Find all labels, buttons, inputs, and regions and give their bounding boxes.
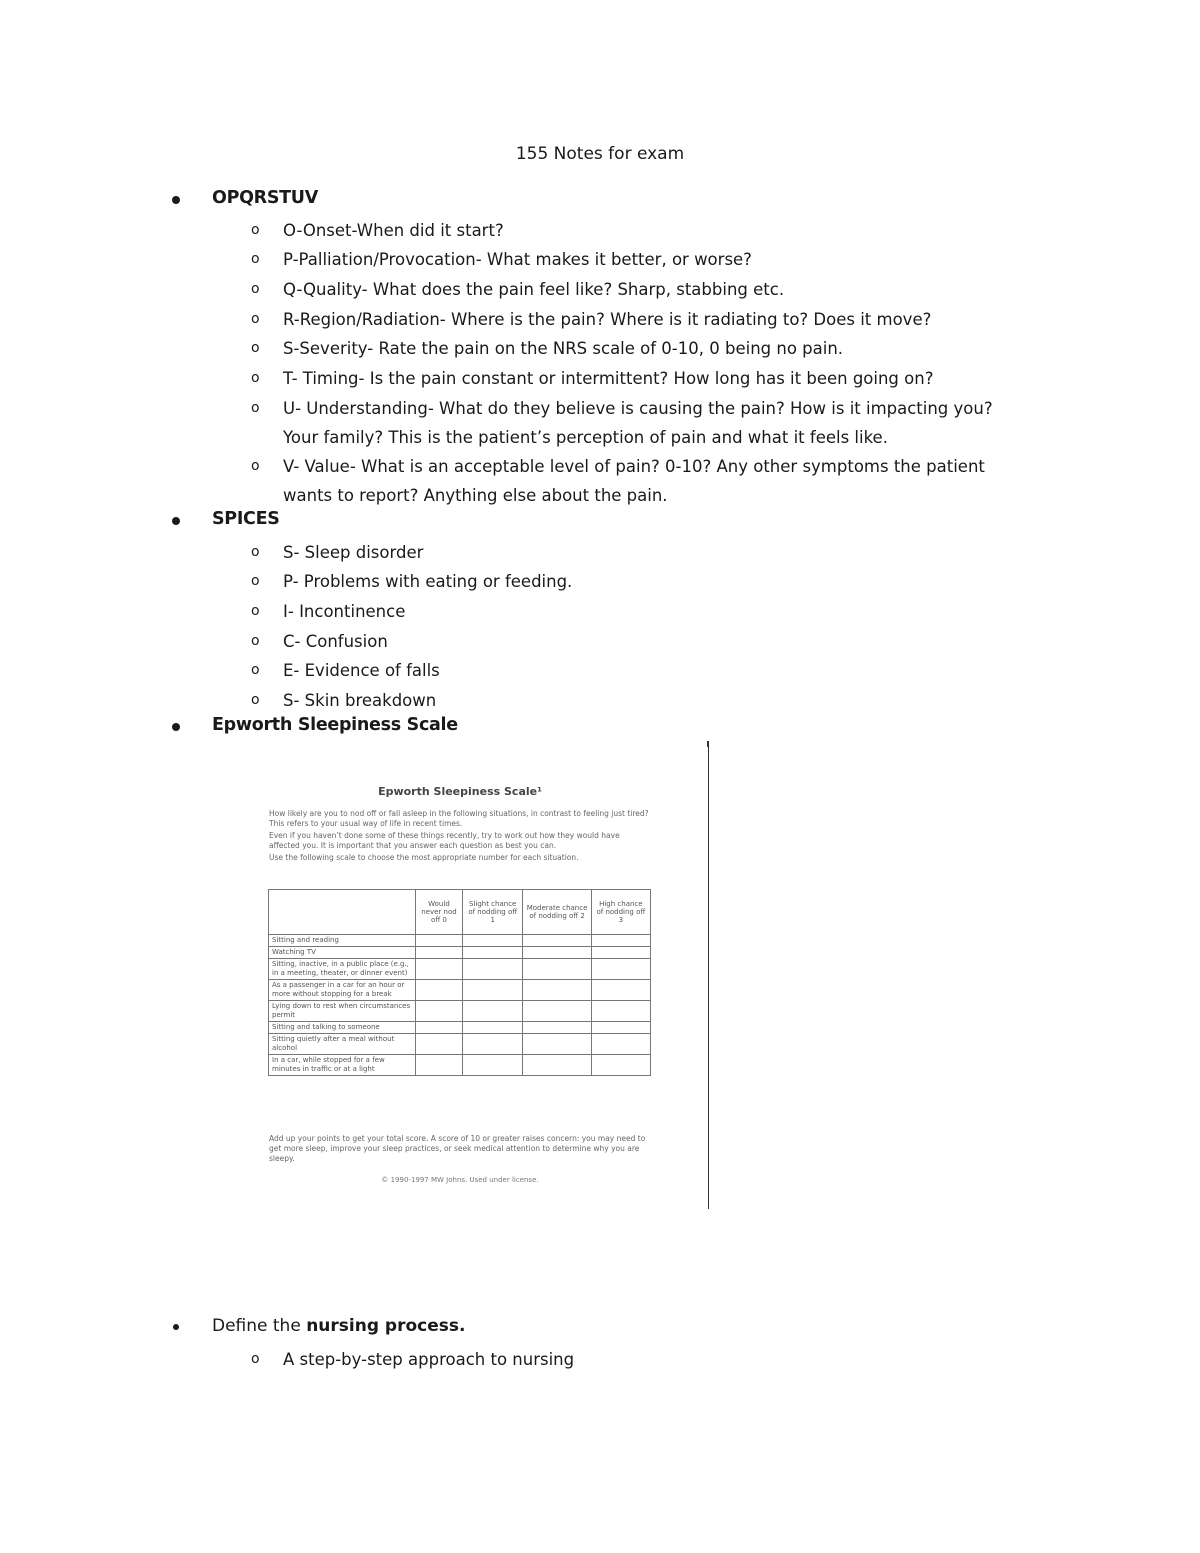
sub-bullet-icon: o bbox=[251, 251, 260, 267]
heading-suffix: . bbox=[459, 1316, 466, 1336]
table-header-blank bbox=[269, 890, 416, 935]
table-header: High chance of nodding off 3 bbox=[591, 890, 650, 935]
list-item-text: I- Incontinence bbox=[283, 602, 406, 621]
scale-copyright: © 1990-1997 MW Johns. Used under license. bbox=[381, 1176, 539, 1184]
list-item-text: P- Problems with eating or feeding. bbox=[283, 572, 573, 591]
sub-bullet-icon: o bbox=[251, 222, 260, 238]
list-item-text: E- Evidence of falls bbox=[283, 661, 440, 680]
list-item-text: U- Understanding- What do they believe is causing the pain? How is it impacting you? bbox=[283, 399, 993, 418]
section-heading-epworth: Epworth Sleepiness Scale bbox=[212, 715, 458, 735]
sub-bullet-icon: o bbox=[251, 340, 260, 356]
bullet-icon bbox=[173, 1324, 179, 1330]
sub-bullet-icon: o bbox=[251, 692, 260, 708]
list-item-text: S- Skin breakdown bbox=[283, 691, 437, 710]
sub-bullet-icon: o bbox=[251, 281, 260, 297]
list-item-text: T- Timing- Is the pain constant or intermittent? How long has it been going on? bbox=[283, 369, 934, 388]
table-row-label: Sitting and talking to someone bbox=[269, 1022, 416, 1034]
table-row-label: As a passenger in a car for an hour or more without stopping for a break bbox=[269, 980, 416, 1001]
heading-bold-term: nursing process bbox=[306, 1316, 460, 1336]
section-heading-nursing bbox=[212, 1316, 465, 1336]
table-row-label: Sitting and reading bbox=[269, 935, 416, 947]
table-row-label: Lying down to rest when circumstances permit bbox=[269, 1001, 416, 1022]
list-item-text: Your family? This is the patient’s perception of pain and what it feels like. bbox=[283, 428, 888, 447]
scale-table bbox=[268, 889, 651, 1076]
section-heading-spices: SPICES bbox=[212, 509, 280, 529]
list-item-text: C- Confusion bbox=[283, 632, 388, 651]
epworth-scale-image bbox=[212, 747, 708, 1209]
scale-intro-1: How likely are you to nod off or fall asleep in the following situations, in contrast to feeling just tired? This refers to your usual way of life in recent times. bbox=[269, 809, 649, 828]
table-header-row bbox=[269, 890, 651, 935]
sub-bullet-icon: o bbox=[251, 544, 260, 560]
table-row bbox=[269, 959, 651, 980]
sub-bullet-icon: o bbox=[251, 603, 260, 619]
table-row bbox=[269, 1034, 651, 1055]
list-item-text: S-Severity- Rate the pain on the NRS scale of 0-10, 0 being no pain. bbox=[283, 339, 844, 358]
scale-intro-2: Even if you haven’t done some of these things recently, try to work out how they would have affected you. It is important that you answer each question as best you can. bbox=[269, 831, 620, 850]
list-item-text: O-Onset-When did it start? bbox=[283, 221, 504, 240]
list-item-text: S- Sleep disorder bbox=[283, 543, 424, 562]
section-heading-opqrstuv: OPQRSTUV bbox=[212, 188, 318, 208]
list-item-text: R-Region/Radiation- Where is the pain? Where is it radiating to? Does it move? bbox=[283, 310, 932, 329]
table-row-label: Sitting quietly after a meal without alcohol bbox=[269, 1034, 416, 1055]
table-header: Slight chance of nodding off 1 bbox=[462, 890, 523, 935]
table-row-label: Sitting, inactive, in a public place (e.g., in a meeting, theater, or dinner event) bbox=[269, 959, 416, 980]
table-row-label: In a car, while stopped for a few minutes in traffic or at a light bbox=[269, 1055, 416, 1076]
document-title: 155 Notes for exam bbox=[515, 144, 685, 164]
sub-bullet-icon: o bbox=[251, 311, 260, 327]
sub-bullet-icon: o bbox=[251, 458, 260, 474]
table-row bbox=[269, 935, 651, 947]
list-item-text: V- Value- What is an acceptable level of pain? 0-10? Any other symptoms the patient bbox=[283, 457, 985, 476]
table-row bbox=[269, 1055, 651, 1076]
list-item-text: P-Palliation/Provocation- What makes it better, or worse? bbox=[283, 250, 752, 269]
table-header: Would never nod off 0 bbox=[416, 890, 463, 935]
table-header: Moderate chance of nodding off 2 bbox=[523, 890, 591, 935]
list-item-text: A step-by-step approach to nursing bbox=[283, 1350, 575, 1369]
table-row bbox=[269, 1022, 651, 1034]
list-item-text: Q-Quality- What does the pain feel like? Sharp, stabbing etc. bbox=[283, 280, 785, 299]
table-row-label: Watching TV bbox=[269, 947, 416, 959]
heading-prefix: Define the bbox=[212, 1316, 307, 1336]
bullet-icon bbox=[172, 723, 180, 731]
table-row bbox=[269, 947, 651, 959]
sub-bullet-icon: o bbox=[251, 370, 260, 386]
scale-footer: Add up your points to get your total score. A score of 10 or greater raises concern: you may need to get more sleep, improve your sleep practices, or seek medical attention to determine why you are sleepy. bbox=[269, 1134, 646, 1163]
bullet-icon bbox=[172, 196, 180, 204]
sub-bullet-icon: o bbox=[251, 1351, 260, 1367]
scale-intro-3: Use the following scale to choose the most appropriate number for each situation. bbox=[269, 853, 579, 862]
bullet-icon bbox=[172, 517, 180, 525]
sub-bullet-icon: o bbox=[251, 662, 260, 678]
table-row bbox=[269, 980, 651, 1001]
sub-bullet-icon: o bbox=[251, 400, 260, 416]
list-item-text: wants to report? Anything else about the pain. bbox=[283, 486, 668, 505]
sub-bullet-icon: o bbox=[251, 633, 260, 649]
scale-title: Epworth Sleepiness Scale¹ bbox=[378, 785, 542, 798]
table-row bbox=[269, 1001, 651, 1022]
sub-bullet-icon: o bbox=[251, 573, 260, 589]
